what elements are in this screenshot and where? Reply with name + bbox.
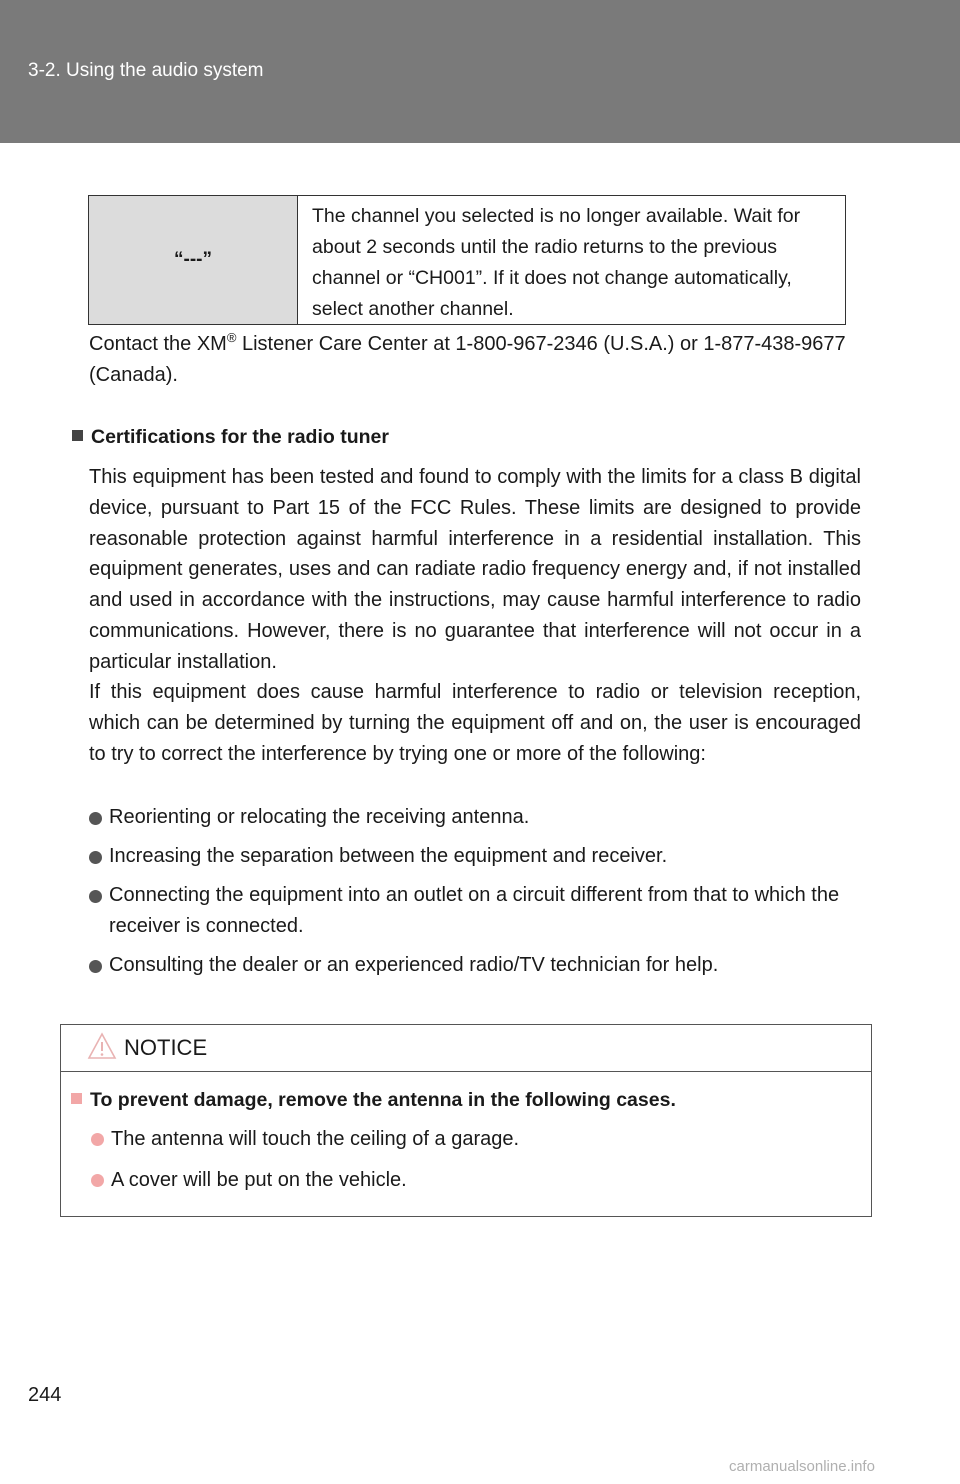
notice-subheading	[71, 1089, 676, 1112]
list-item-text: Consulting the dealer or an experienced radio/TV technician for help.	[109, 954, 719, 976]
notice-box	[60, 1024, 872, 1217]
list-item-text: Connecting the equipment into an outlet on a circuit different from that to which the receiver is connected.	[109, 884, 840, 937]
square-bullet-icon	[71, 1093, 82, 1104]
bullet-dot-icon	[91, 1174, 104, 1187]
list-item	[89, 880, 859, 942]
status-code-cell: “---”	[89, 196, 298, 324]
contact-prefix: Contact the XM	[89, 333, 227, 355]
notice-list-item	[91, 1165, 407, 1195]
bullet-dot-icon	[89, 890, 102, 903]
section-title: 3-2. Using the audio system	[28, 60, 264, 81]
notice-header	[61, 1025, 871, 1072]
bullet-dot-icon	[89, 812, 102, 825]
warning-triangle-icon	[87, 1032, 117, 1060]
certifications-paragraph-1: This equipment has been tested and found to comply with the limits for a class B digital device, pursuant to Part 15 of the FCC Rules. These limits are designed to provide reasonable protection against harmful interference in a residential installation. This equipment generates, uses and can radiate radio frequency energy and, if not installed and used in accordance with the instructions, may cause harmful interference to radio communications. However, there is no guarantee that interference will not occur in a particular installation.	[89, 466, 861, 673]
notice-list-item	[91, 1124, 519, 1154]
notice-title: NOTICE	[124, 1035, 208, 1060]
notice-list-item-text: A cover will be put on the vehicle.	[111, 1169, 407, 1191]
status-message-table	[88, 195, 846, 325]
registered-mark: ®	[226, 330, 237, 345]
bullet-dot-icon	[91, 1133, 104, 1146]
contact-paragraph	[89, 329, 861, 391]
certifications-heading	[72, 426, 389, 449]
certifications-heading-text: Certifications for the radio tuner	[91, 426, 389, 448]
certifications-paragraph-2: If this equipment does cause harmful interference to radio or television reception, which can be determined by turning the equipment off and on, the user is encouraged to try to correct the interference by trying one or more of the following:	[89, 681, 861, 765]
bullet-dot-icon	[89, 960, 102, 973]
watermark: carmanualsonline.info	[729, 1458, 875, 1475]
list-item	[89, 841, 859, 872]
page-header	[0, 0, 960, 143]
bullet-dot-icon	[89, 851, 102, 864]
page-number: 244	[28, 1384, 62, 1406]
notice-list-item-text: The antenna will touch the ceiling of a garage.	[111, 1128, 520, 1150]
status-description-cell: The channel you selected is no longer available. Wait for about 2 seconds until the radio returns to the previous channel or “CH001”. If it does not change automatically, select another channel.	[312, 205, 801, 320]
list-item-text: Reorienting or relocating the receiving antenna.	[109, 806, 530, 828]
list-item	[89, 802, 859, 833]
notice-subheading-text: To prevent damage, remove the antenna in the following cases.	[90, 1089, 676, 1111]
list-item-text: Increasing the separation between the equipment and receiver.	[109, 845, 668, 867]
contact-suffix: Listener Care Center at 1-800-967-2346 (U.S.A.) or 1-877-438-9677 (Canada).	[89, 333, 846, 386]
square-bullet-icon	[72, 430, 83, 441]
list-item	[89, 950, 859, 981]
